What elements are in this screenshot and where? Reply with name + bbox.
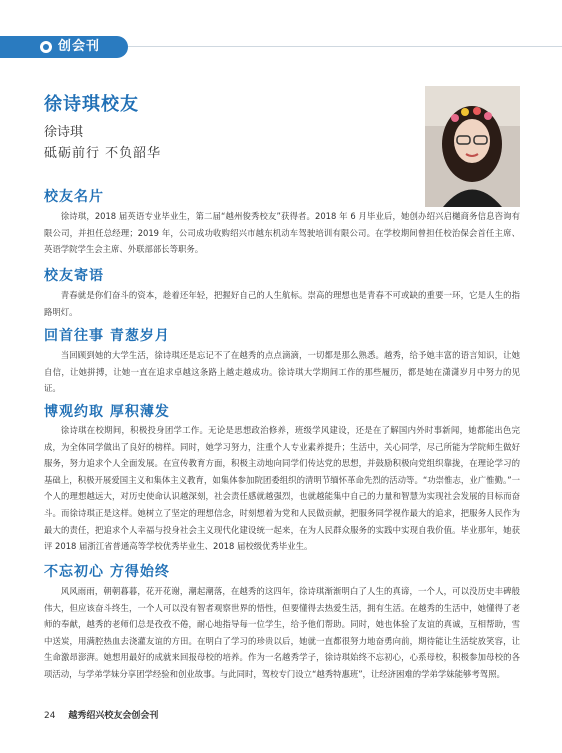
- section-paragraph-card: 徐诗琪，2018 届英语专业毕业生，第二届“越州俊秀校友”获得者。2018 年 6 月毕业后，她创办绍兴启樾商务信息咨询有限公司，并担任总经理；2019 年，公司成功收购绍兴市越东机动车驾驶培训有限公司。在学校期间曾担任校治保会首任主席、英语学院学生会主席、外联部部长等职务。: [44, 211, 520, 255]
- section-heading-message: 校友寄语: [44, 268, 104, 284]
- header-divider: [128, 46, 562, 47]
- section-heading-growth: 博观约取 厚积薄发: [44, 404, 170, 420]
- profile-title: 徐诗琪校友: [44, 94, 139, 115]
- section-heading-aspiration: 不忘初心 方得始终: [44, 564, 170, 580]
- section-paragraph-aspiration: 风风雨雨，朝朝暮暮，花开花谢，潮起潮落，在越秀的这四年，徐诗琪渐渐明白了人生的真谛，一个人，可以没历史丰碑般伟大，但应该奋斗终生，一个人可以没有智者观察世界的悟性，但要懂得去热爱生活，拥有生活。在越秀的生活中，她懂得了老师的奉献，越秀的老师们总是孜孜不倦，耐心地指导每一位学生，给予他们帮助。同时，她也体验了友谊的真诚，互相帮助，雪中送炭，用满腔热血去浇灌友谊的方田。在明白了学习的珍贵以后，她就一直都很努力地奋勇向前，期待能让生活绽放笑容，让生命激昂澎湃。她想用最好的成就来回报母校的培养。作为一名越秀学子，徐诗琪始终不忘初心，心系母校，积极参加母校的各项活动，与学弟学妹分享团学经验和创业故事。与此同时，驾校专门设立“越秀特惠班”，让经济困难的学弟学妹能够考驾照。: [44, 586, 520, 679]
- section-heading-card: 校友名片: [44, 189, 104, 205]
- section-paragraph-memories: 当回顾到她的大学生活，徐诗琪还是忘记不了在越秀的点点滴滴，一切都是那么熟悉。越秀，给予她丰富的语言知识，让她自信，让她拼搏，让她一直在追求卓越这条路上越走越成功。徐诗琪大学期间工作的那些履历，都是她在潇潇岁月中努力的见证。: [44, 350, 520, 394]
- portrait-photo: [425, 86, 520, 207]
- header-label: 创会刊: [58, 39, 101, 54]
- bullet-icon: [40, 41, 52, 53]
- section-heading-memories: 回首往事 青葱岁月: [44, 328, 170, 344]
- publication-title: 越秀绍兴校友会创会刊: [68, 711, 159, 721]
- portrait-illustration: [425, 86, 520, 207]
- profile-motto: 砥砺前行 不负韶华: [44, 146, 162, 161]
- section-paragraph-message: 青春就是你们奋斗的资本，趁着还年轻，把握好自己的人生航标。崇高的理想也是青春不可或缺的重要一环，它是人生的指路明灯。: [44, 290, 520, 317]
- page-number: 24: [44, 711, 56, 721]
- page-footer: [44, 708, 158, 721]
- profile-name: 徐诗琪: [44, 125, 84, 140]
- section-paragraph-growth: 徐诗琪在校期间，积极投身团学工作。无论是思想政治修养，班级学风建设，还是在了解国内外时事新闻，她都能出色完成，为全体同学做出了良好的榜样。同时，她学习努力，注重个人专业素养提升；生活中，关心同学，尽己所能为学院师生做好服务，努力追求个人全面发展。在宣传教育方面，积极主动地向同学们传达党的思想，并鼓励积极向党组织靠拢，在理论学习的基础上，积极开展爱国主义和集体主义教育，如集体参加院团委组织的清明节缅怀革命先烈的活动等。“功崇惟志，业广惟勤。”一个人的理想越远大，对历史使命认识越深刻，社会责任感就越强烈，也就越能集中自己的力量和智慧为实现社会发展的目标而奋斗。而徐诗琪正是这样。她树立了坚定的理想信念，时刻想着为党和人民做贡献，把服务同学视作最大的追求，把服务人民作为最大的责任，把追求个人幸福与投身社会主义现代化建设统一起来，在为人民群众服务的实践中实现自我价值。毕业那年，她获评 2018 届浙江省普通高等学校优秀毕业生、2018 届校级优秀毕业生。: [44, 425, 520, 552]
